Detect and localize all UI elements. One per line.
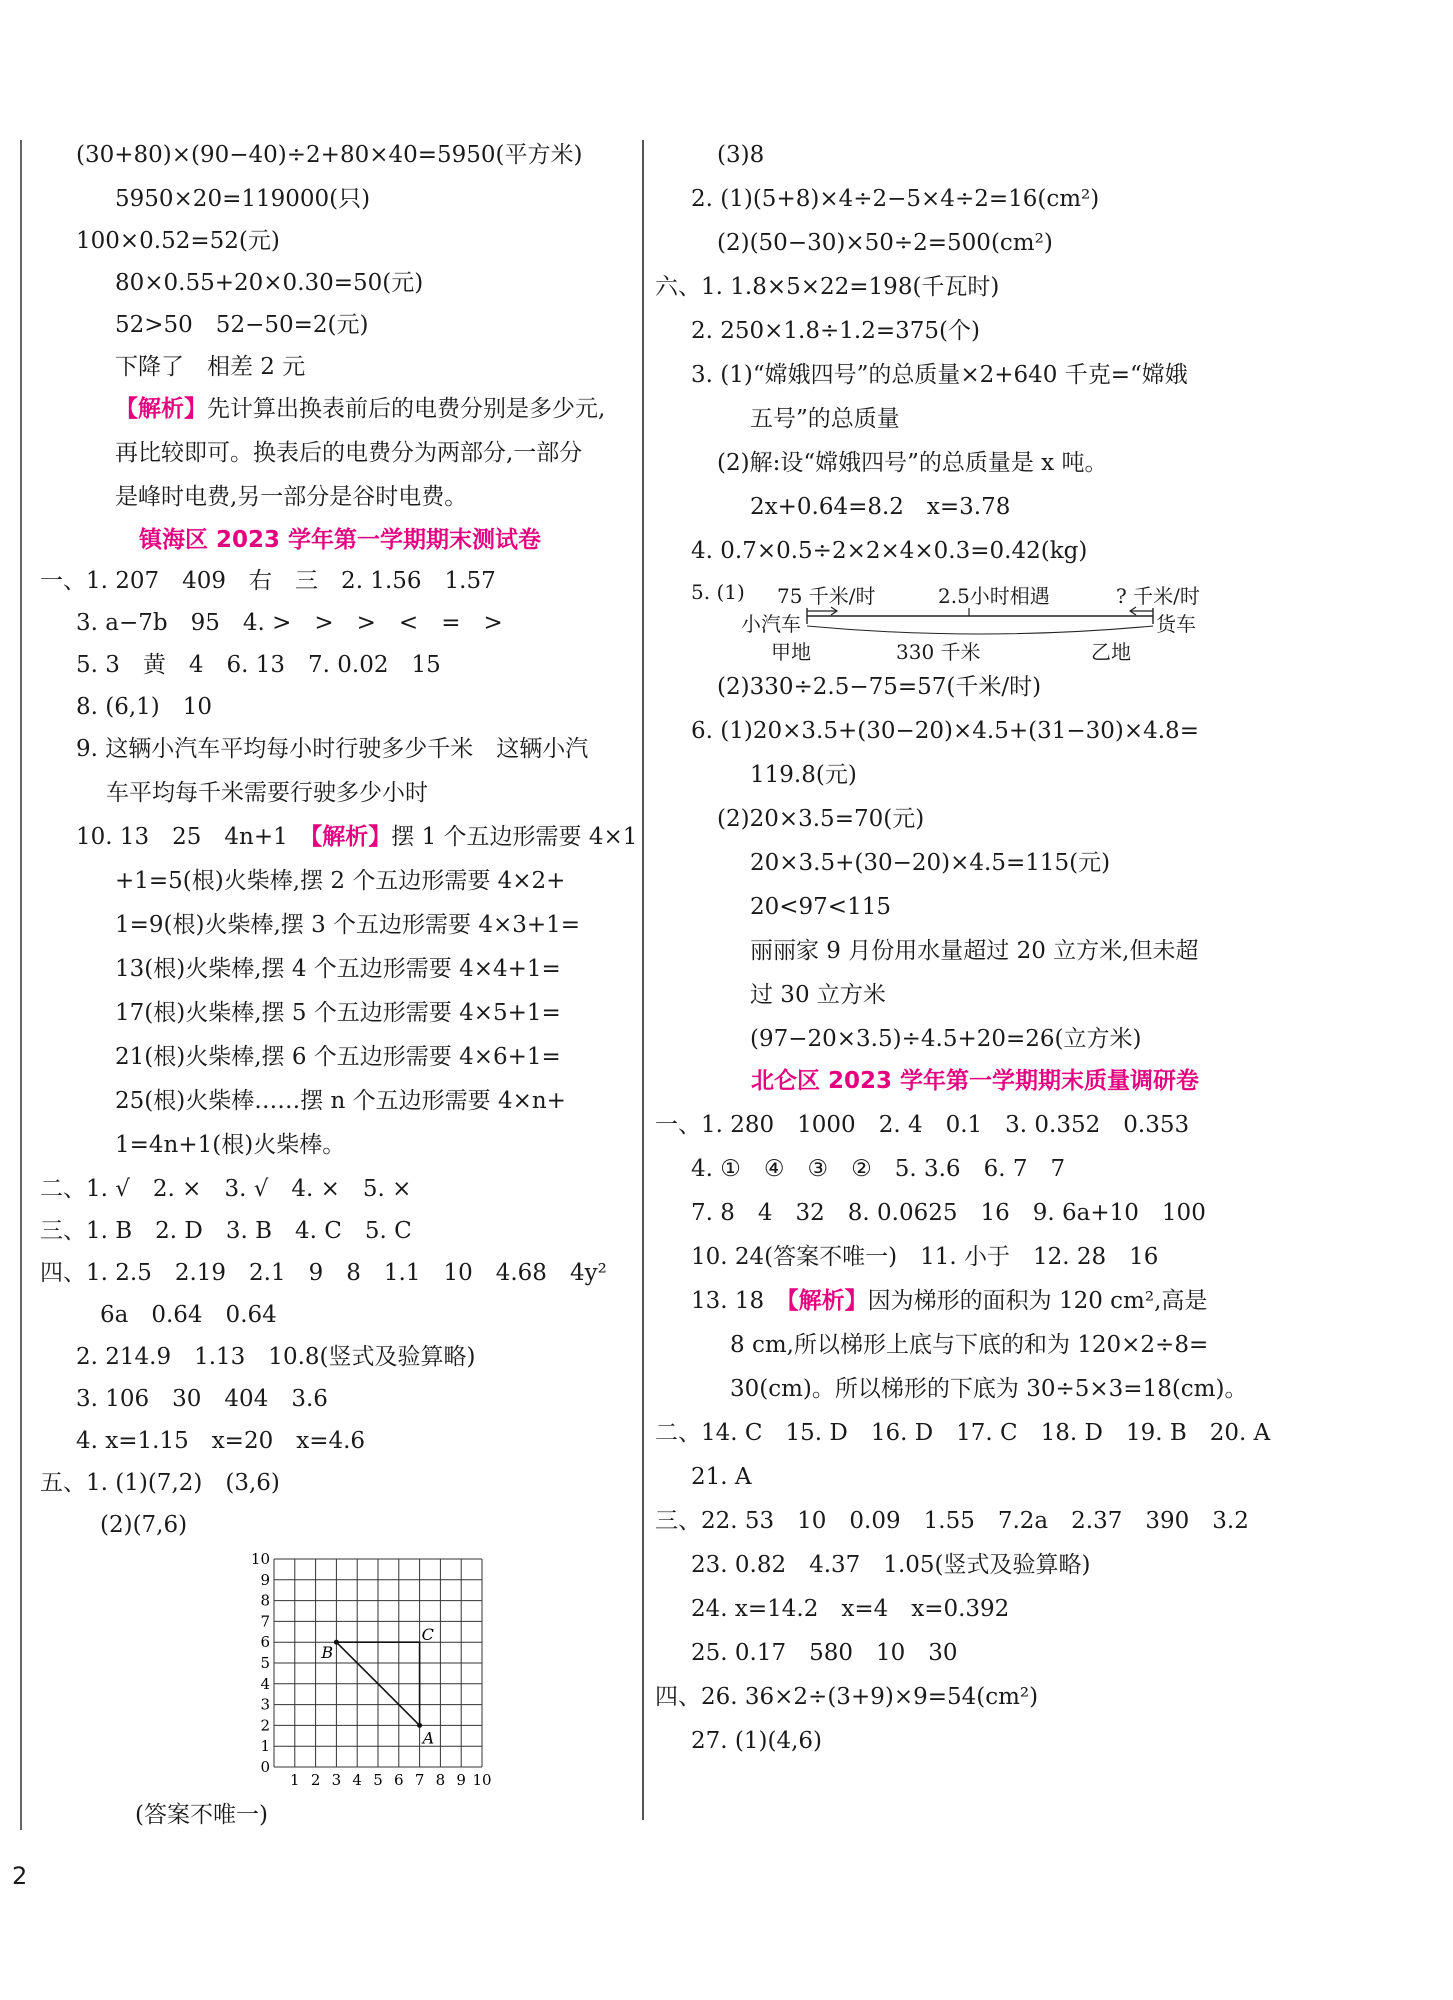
zh-row-10: 13(根)火柴棒,摆 4 个五边形需要 4×4+1= (115, 956, 561, 982)
bl-line-5: 13. 18 【解析】因为梯形的面积为 120 cm²,高是 (691, 1287, 1208, 1314)
r-line-1: (3)8 (717, 142, 765, 168)
y-tick-label: 3 (260, 1695, 270, 1714)
zh-row-5: 9. 这辆小汽车平均每小时行驶多少千米 这辆小汽 (76, 736, 589, 762)
diagram-from: 甲地 (771, 640, 811, 664)
analysis-tag: 【解析】 (787, 1287, 868, 1314)
r-line-10: 4. 0.7×0.5÷2×2×4×0.3=0.42(kg) (691, 538, 1088, 564)
zh-row-8: +1=5(根)火柴棒,摆 2 个五边形需要 4×2+ (115, 868, 566, 894)
r-line-3: (2)(50−30)×50÷2=500(cm²) (717, 230, 1053, 256)
bl-line-13: 25. 0.17 580 10 30 (691, 1640, 958, 1666)
x-tick-label: 3 (331, 1771, 342, 1789)
point-b (334, 1640, 339, 1645)
zh-part4-row3: 2. 214.9 1.13 10.8(竖式及验算略) (76, 1344, 476, 1370)
y-tick-label: 2 (260, 1716, 270, 1735)
label-b: B (321, 1643, 334, 1663)
q32-analysis-3: 是峰时电费,另一部分是谷时电费。 (115, 484, 468, 510)
zh-row-11: 17(根)火柴棒,摆 5 个五边形需要 4×5+1= (115, 1000, 561, 1026)
diagram-car: 小汽车 (741, 612, 801, 636)
bl-line-7: 30(cm)。所以梯形的下底为 30÷5×3=18(cm)。 (730, 1376, 1248, 1402)
diagram-label: 5. (1) (691, 580, 745, 604)
section-title-zhenhai: 镇海区 2023 学年第一学期期末测试卷 (138, 527, 542, 553)
r-line-17: 丽丽家 9 月份用水量超过 20 立方米,但未超 (750, 938, 1199, 964)
zh-row-13: 25(根)火柴棒……摆 n 个五边形需要 4×n+ (115, 1088, 566, 1114)
diagram-lines (691, 580, 1211, 664)
x-tick-label: 5 (373, 1771, 383, 1789)
zh-part5-row2: (2)(7,6) (100, 1512, 188, 1538)
q32-line4: 下降了 相差 2 元 (115, 354, 306, 380)
section-title-beilun: 北仑区 2023 学年第一学期期末质量调研卷 (750, 1068, 1200, 1094)
column-divider (642, 140, 644, 1820)
diagram-speed1: 75 千米/时 (777, 584, 876, 608)
y-tick-label: 7 (260, 1612, 270, 1631)
bl-line-12: 24. x=14.2 x=4 x=0.392 (691, 1596, 1010, 1622)
r-line-13: 119.8(元) (750, 762, 857, 788)
zh-part5-row1: 五、1. (1)(7,2) (3,6) (40, 1470, 280, 1496)
zh-part4-row2: 6a 0.64 0.64 (100, 1302, 277, 1328)
point-a (417, 1723, 422, 1728)
y-tick-label: 0 (260, 1758, 270, 1776)
bl-line-11: 23. 0.82 4.37 1.05(竖式及验算略) (691, 1552, 1091, 1578)
zh-row-2: 3. a−7b 95 4. > > > < = > (76, 610, 503, 636)
x-tick-label: 10 (472, 1771, 492, 1789)
zh-part4-row4: 3. 106 30 404 3.6 (76, 1386, 328, 1412)
q32-line2: 80×0.55+20×0.30=50(元) (115, 270, 424, 296)
r-line-6: 3. (1)“嫦娥四号”的总质量×2+640 千克=“嫦娥 (691, 362, 1188, 388)
y-tick-label: 8 (260, 1591, 270, 1610)
zh-row-14: 1=4n+1(根)火柴棒。 (115, 1132, 346, 1158)
zh-row-9: 1=9(根)火柴棒,摆 3 个五边形需要 4×3+1= (115, 912, 581, 938)
r-line-5: 2. 250×1.8÷1.2=375(个) (691, 318, 980, 344)
bl-line-4: 10. 24(答案不唯一) 11. 小于 12. 28 16 (691, 1244, 1159, 1270)
distance-diagram (691, 580, 1211, 664)
y-tick-label: 4 (260, 1674, 270, 1693)
diagram-truck: 货车 (1156, 612, 1196, 636)
zh-row-3: 5. 3 黄 4 6. 13 7. 0.02 15 (76, 652, 441, 678)
diagram-speed2: ? 千米/时 (1116, 584, 1200, 608)
bl-line-3: 7. 8 4 32 8. 0.0625 16 9. 6a+10 100 (691, 1200, 1206, 1226)
r-line-7: 五号”的总质量 (750, 406, 900, 432)
bl-line-6: 8 cm,所以梯形上底与下底的和为 120×2÷8= (730, 1332, 1209, 1358)
zh-row-12: 21(根)火柴棒,摆 6 个五边形需要 4×6+1= (115, 1044, 561, 1070)
r-line-11: (2)330÷2.5−75=57(千米/时) (717, 674, 1042, 700)
x-tick-label: 2 (310, 1771, 321, 1789)
analysis-tag: 【解析】 (310, 823, 392, 850)
x-tick-label: 7 (414, 1771, 425, 1789)
r-line-12: 6. (1)20×3.5+(30−20)×4.5+(31−30)×4.8= (691, 718, 1199, 744)
r-line-15: 20×3.5+(30−20)×4.5=115(元) (750, 850, 1111, 876)
bl-line-15: 27. (1)(4,6) (691, 1728, 822, 1754)
r-line-18: 过 30 立方米 (750, 982, 886, 1008)
page-edge-line (20, 140, 22, 1830)
bl-line-2: 4. ① ④ ③ ② 5. 3.6 6. 7 7 (691, 1156, 1066, 1182)
q31-line2: 5950×20=119000(只) (115, 186, 371, 212)
r-line-2: 2. (1)(5+8)×4÷2−5×4÷2=16(cm²) (691, 186, 1100, 212)
r-line-4: 六、1. 1.8×5×22=198(千瓦时) (655, 274, 1000, 300)
r-line-9: 2x+0.64=8.2 x=3.78 (750, 494, 1011, 520)
zh-part4-row1: 四、1. 2.5 2.19 2.1 9 8 1.1 10 4.68 4y² (40, 1260, 607, 1286)
zh-part2: 二、1. √ 2. × 3. √ 4. × 5. × (40, 1176, 412, 1202)
q32-analysis-1: 【解析】先计算出换表前后的电费分别是多少元, (115, 395, 606, 422)
y-tick-label: 1 (260, 1737, 270, 1756)
grid-note: (答案不唯一) (135, 1802, 268, 1828)
r-line-19: (97−20×3.5)÷4.5+20=26(立方米) (750, 1026, 1142, 1052)
diagram-distance: 330 千米 (896, 640, 981, 664)
y-tick-label: 10 (250, 1550, 270, 1568)
zh-row-1: 一、1. 207 409 右 三 2. 1.56 1.57 (40, 568, 496, 594)
diagram-to: 乙地 (1091, 640, 1131, 664)
analysis-tag: 【解析】 (115, 395, 207, 422)
zh-row-4: 8. (6,1) 10 (76, 694, 213, 720)
zh-part4-row5: 4. x=1.15 x=20 x=4.6 (76, 1428, 366, 1454)
y-tick-label: 5 (260, 1654, 270, 1672)
bl-line-8: 二、14. C 15. D 16. D 17. C 18. D 19. B 20. A (655, 1420, 1271, 1446)
label-c: C (421, 1625, 434, 1645)
page-number: 2 (12, 1862, 28, 1890)
zh-row-7: 10. 13 25 4n+1 【解析】摆 1 个五边形需要 4×1 (76, 823, 638, 850)
q32-analysis-2: 再比较即可。换表后的电费分为两部分,一部分 (115, 440, 583, 466)
x-tick-label: 8 (435, 1771, 446, 1789)
y-tick-label: 6 (260, 1633, 270, 1652)
bl-line-9: 21. A (691, 1464, 752, 1490)
zh-part3: 三、1. B 2. D 3. B 4. C 5. C (40, 1218, 412, 1244)
bl-line-10: 三、22. 53 10 0.09 1.55 7.2a 2.37 390 3.2 (655, 1508, 1249, 1534)
r-line-14: (2)20×3.5=70(元) (717, 806, 925, 832)
x-tick-label: 1 (290, 1771, 300, 1789)
q32-line3: 52>50 52−50=2(元) (115, 312, 369, 338)
r-line-8: (2)解:设“嫦娥四号”的总质量是 x 吨。 (717, 450, 1108, 476)
coordinate-grid (250, 1535, 510, 1795)
q31-line1: (30+80)×(90−40)÷2+80×40=5950(平方米) (76, 142, 583, 168)
label-a: A (422, 1728, 435, 1748)
zh-row-6: 车平均每千米需要行驶多少小时 (106, 780, 428, 806)
diagram-meet: 2.5小时相遇 (938, 584, 1050, 608)
x-tick-label: 9 (456, 1771, 466, 1789)
r-line-16: 20<97<115 (750, 894, 891, 920)
x-tick-label: 6 (394, 1771, 404, 1789)
y-tick-label: 9 (260, 1570, 270, 1589)
q32-line1: 100×0.52=52(元) (76, 228, 280, 254)
bl-line-14: 四、26. 36×2÷(3+9)×9=54(cm²) (655, 1684, 1039, 1710)
x-tick-label: 4 (352, 1771, 362, 1789)
bl-line-1: 一、1. 280 1000 2. 4 0.1 3. 0.352 0.353 (655, 1112, 1190, 1138)
